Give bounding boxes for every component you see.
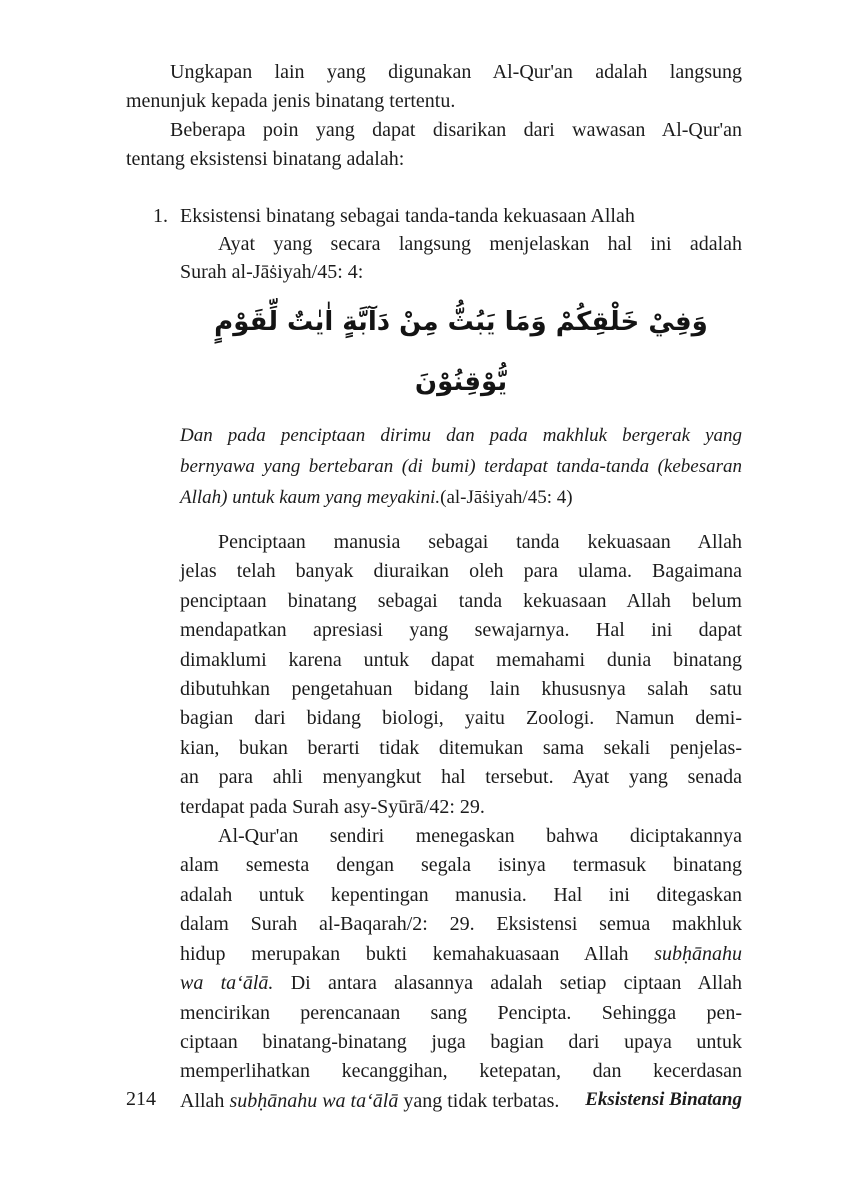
- text-line: Allah) untuk kaum yang meyakini.(al-Jāṡiyah/45: 4): [180, 487, 573, 508]
- text-line: ciptaan binatang-binatang juga bagian dari upaya untuk: [180, 1030, 742, 1053]
- text-line: menunjuk kepada jenis binatang tertentu.: [126, 90, 456, 112]
- text-line: kian, bukan berarti tidak ditemukan sama sekali penjelas-: [180, 736, 742, 759]
- text-line: dalam Surah al-Baqarah/2: 29. Eksistensi semua makhluk: [180, 913, 742, 936]
- text-line: bagian dari bidang biologi, yaitu Zoologi. Namun demi-: [180, 707, 742, 730]
- text-line: memperlihatkan kecanggihan, ketepatan, dan kecerdasan: [180, 1060, 742, 1083]
- running-title: Eksistensi Binatang: [585, 1089, 742, 1110]
- text-line: Penciptaan manusia sebagai tanda kekuasaan Allah: [218, 531, 742, 553]
- paragraph-penciptaan-manusia: [180, 528, 742, 822]
- paragraph-ungkapan: [126, 58, 742, 116]
- paragraph-ayat-intro: [180, 230, 742, 286]
- text-line: terdapat pada Surah asy-Syūrā/42: 29.: [180, 795, 485, 818]
- list-item-title: Eksistensi binatang sebagai tanda-tanda kekuasaan Allah: [180, 205, 635, 227]
- text-line: adalah untuk kepentingan manusia. Hal ini ditegaskan: [180, 883, 742, 906]
- text-line: dimaklumi karena untuk dapat memahami dunia binatang: [180, 648, 742, 671]
- list-number: 1.: [153, 205, 168, 227]
- text-line: alam semesta dengan segala isinya termasuk binatang: [180, 854, 742, 877]
- text-line: dibutuhkan pengetahuan bidang lain khususnya salah satu: [180, 678, 742, 701]
- text-line: Allah subḥānahu wa ta‘ālā yang tidak terbatas.: [180, 1089, 560, 1112]
- text-line: bernyawa yang bertebaran (di bumi) terdapat tanda-tanda (kebesaran: [180, 456, 742, 477]
- verse-translation: [180, 420, 742, 513]
- text-line: Surah al-Jāṡiyah/45: 4:: [180, 261, 364, 283]
- text-line: penciptaan binatang sebagai tanda kekuasaan Allah belum: [180, 589, 742, 612]
- text-line: Beberapa poin yang dapat disarikan dari wawasan Al-Qur'an: [170, 119, 742, 141]
- text-line: Ungkapan lain yang digunakan Al-Qur'an adalah langsung: [170, 61, 742, 83]
- text-line: Al-Qur'an sendiri menegaskan bahwa diciptakannya: [218, 825, 742, 848]
- text-line: tentang eksistensi binatang adalah:: [126, 148, 405, 170]
- page-footer: [126, 1088, 742, 1111]
- text-line: mendapatkan apresiasi yang sewajarnya. Hal ini dapat: [180, 619, 742, 642]
- text-line: an para ahli menyangkut hal tersebut. Ayat yang senada: [180, 766, 742, 789]
- paragraph-alquran-menegaskan: [180, 822, 742, 1116]
- text-line: jelas telah banyak diuraikan oleh para ulama. Bagaimana: [180, 560, 742, 583]
- text-line: wa ta‘ālā. Di antara alasannya adalah setiap ciptaan Allah: [180, 972, 742, 995]
- text-line: mencirikan perencanaan sang Pencipta. Sehingga pen-: [180, 1001, 742, 1024]
- paragraph-beberapa-poin: [126, 116, 742, 174]
- text-line: hidup merupakan bukti kemahakuasaan Allah subḥānahu: [180, 942, 742, 965]
- page-number: 214: [126, 1088, 156, 1110]
- text-line: Ayat yang secara langsung menjelaskan hal ini adalah: [218, 233, 742, 255]
- arabic-quran-verse: وَفِيْ خَلْقِكُمْ وَمَا يَبُثُّ مِنْ دَآبَّةٍ اٰيٰتٌ لِّقَوْمٍ يُّوْقِنُوْنَ: [214, 307, 708, 397]
- text-line: Dan pada penciptaan dirimu dan pada makhluk bergerak yang: [180, 425, 742, 446]
- list-item-1: [153, 202, 742, 230]
